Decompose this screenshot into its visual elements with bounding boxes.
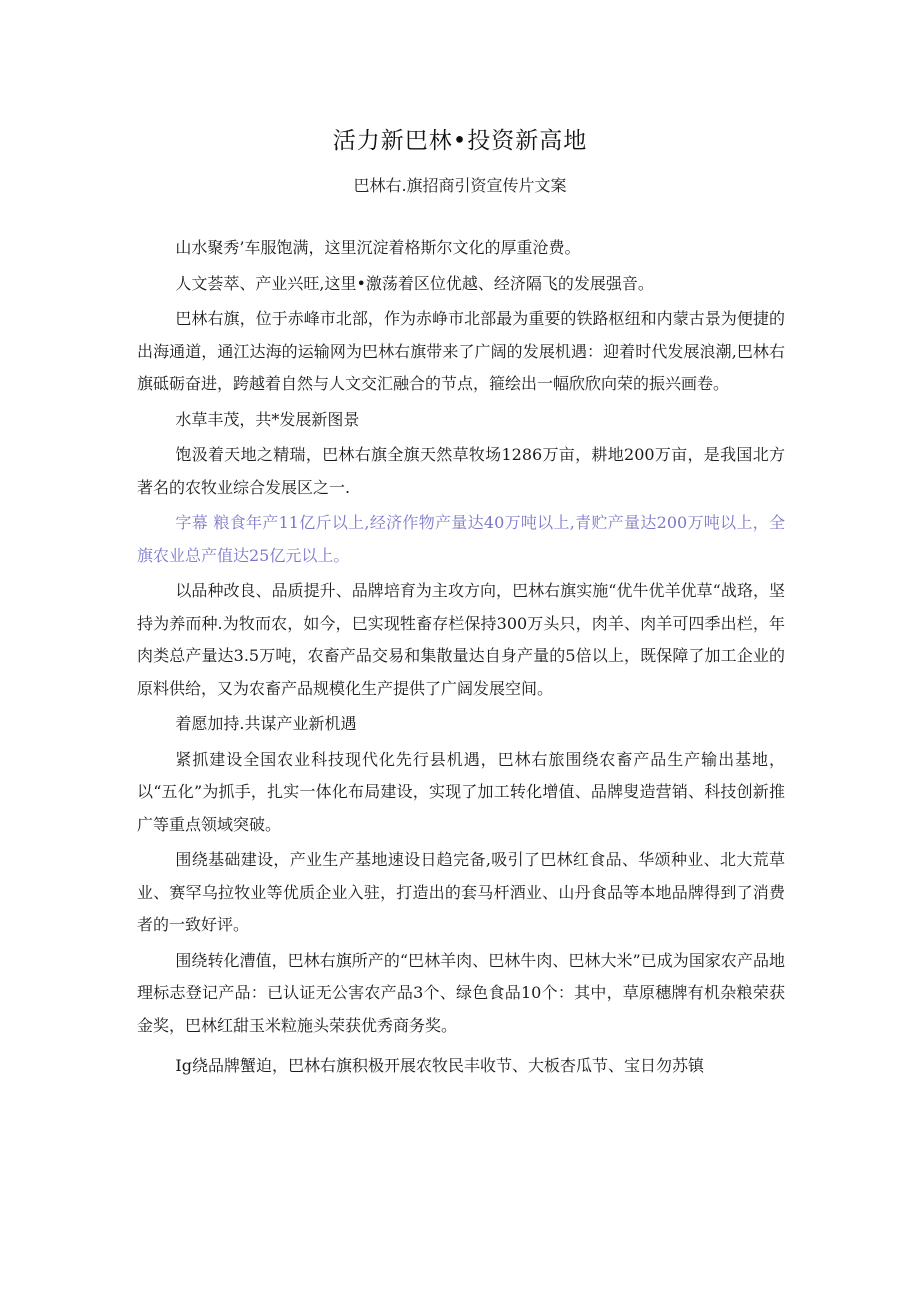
paragraph-intro-1: 山水聚秀’车服饱满，这里沉淀着格斯尔文化的厚重沧费。 xyxy=(175,238,581,257)
section-heading-industry: 着愿加持.共谋产业新机遇 xyxy=(175,714,357,733)
caption-agri-output: 字幕 粮食年产11亿斤以上,经济作物产量达40万吨以上,青贮产量达200万吨以上，全旗农业总产值达25亿元以上。 xyxy=(137,513,785,565)
paragraph-land-resources: 饱汲着天地之精瑞，巴林右旗全旗天然草牧场1286万亩，耕地200万亩，是我国北方著名的农牧业综合发展区之一. xyxy=(137,445,785,497)
paragraph-modernization: 紧抓建设全国农业科技现代化先行县机遇，巴林右旅围绕农畜产品生产输出基地，以“五化”为抓手，扎实一体化布局建设，实现了加工转化增值、品牌叟造营销、科技创新推广等重点领域突破。 xyxy=(137,749,785,834)
paragraph-branding: Ig绕品牌蟹迫，巴林右旗积极开展农牧民丰收节、大板杏瓜节、宝日勿苏镇 xyxy=(175,1056,704,1075)
section-heading-grassland: 水草丰茂，共*发展新图景 xyxy=(175,409,360,429)
page-title: 活力新巴林•投资新高地 xyxy=(332,128,588,154)
document-body xyxy=(137,232,785,1086)
page-subtitle: 巴林右.旗招商引资宣传片文案 xyxy=(353,176,567,195)
paragraph-intro-2: 人文荟萃、产业兴旺,这里•激荡着区位优越、经济隔飞的发展强音。 xyxy=(175,273,654,293)
paragraph-livestock: 以品种改良、品质提升、品牌培育为主攻方向，巴林右旗实施“优牛优羊优草“战珞，坚持为养而种.为牧而农，如今，巳实现牲畜存栏保持300万头只，肉羊、肉羊可四季出栏，年肉类总产量达3.5万吨，农畜产品交易和集散量达自身产量的5倍以上，既保障了加工企业的原料供给，又为农畜产品规模化生产提供了广阔发展空间。 xyxy=(137,581,785,698)
paragraph-products: 围绕转化漕值，巴林右旗所产的“巴林羊肉、巴林牛肉、巴林大米”已成为国家农产品地理标志登记产品：已认证无公害农产品3个、绿色食品10个：其中，草原穗牌有机杂粮荣获金奖，巴林红甜玉米粒施头荣获优秀商务奖。 xyxy=(137,950,785,1035)
paragraph-infrastructure: 围绕基础建设，产业生产基地速设日趋完备,吸引了巴林红食品、华颂种业、北大荒草业、赛罕乌拉牧业等优质企业入驻，打造出的套马杆酒业、山丹食品等本地品牌得到了消费者的一致好评。 xyxy=(137,850,785,934)
paragraph-location: 巴林右旗，位于赤峰市北部，作为赤峥市北部最为重要的铁路枢纽和内蒙古景为便捷的出海通道，通江达海的运输网为巴林右旗带来了广阔的发展机遇：迎着时代发展浪潮,巴林右旗砥砺奋进，跨越着自然与人文交汇融合的节点，箍绘出一幅欣欣向荣的振兴画卷。 xyxy=(137,309,785,393)
